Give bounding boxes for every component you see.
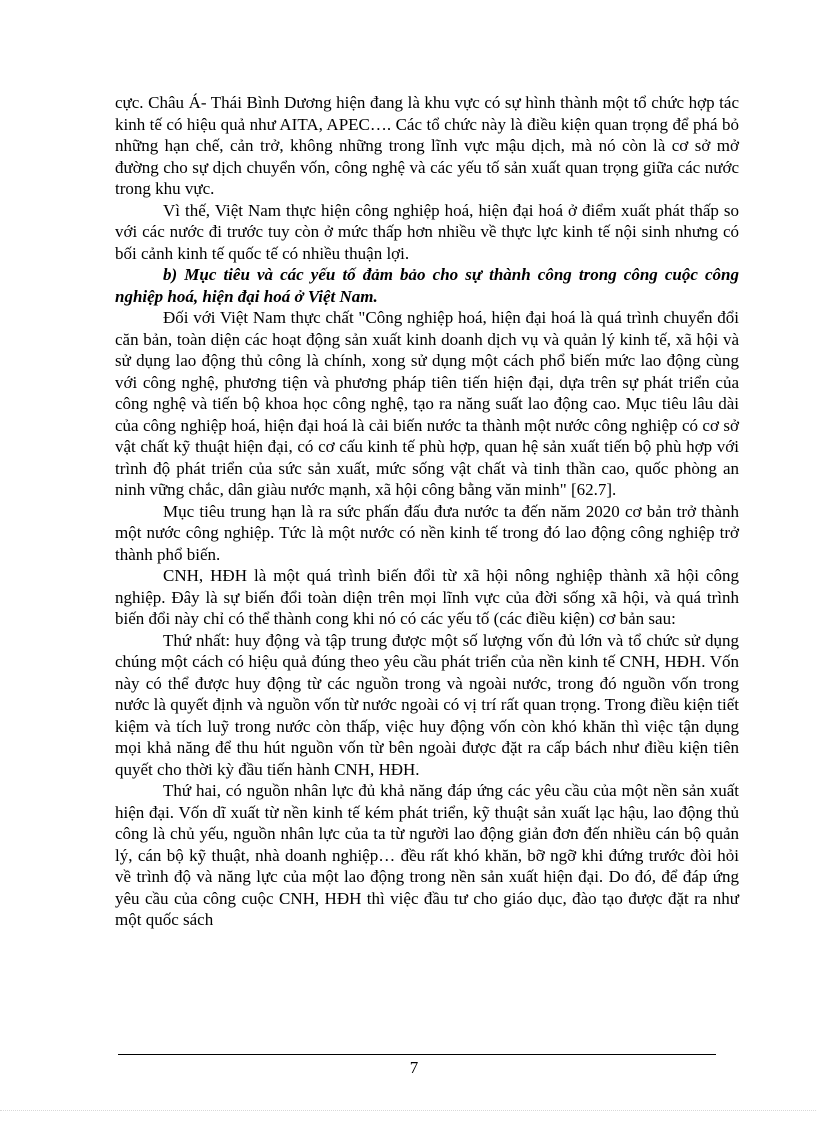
paragraph: Thứ nhất: huy động và tập trung được một số lượng vốn đủ lớn và tổ chức sử dụng chúng một cách có hiệu quả đúng theo yêu cầu phát triển của nền kinh tế CNH, HĐH. Vốn này có thể được huy động từ các nguồn trong và ngoài nước, trong đó nguồn vốn trong nước là quyết định và nguồn vốn từ nước ngoài có vị trí rất quan trọng. Trong điều kiện tiết kiệm và tích luỹ trong nước còn thấp, việc huy động vốn còn khó khăn thì việc tận dụng mọi khả năng để thu hút nguồn vốn từ bên ngoài được đặt ra cấp bách như điều kiện tiên quyết cho thời kỳ đầu tiến hành CNH, HĐH.: [115, 630, 739, 779]
section-heading: b) Mục tiêu và các yếu tố đảm bảo cho sự thành công trong công cuộc công nghiệp hoá, hiện đại hoá ở Việt Nam.: [115, 265, 739, 306]
paragraph: CNH, HĐH là một quá trình biến đổi từ xã hội nông nghiệp thành xã hội công nghiệp. Đây là sự biến đổi toàn diện trên mọi lĩnh vực của đời sống xã hội, và quá trình biến đổi này chỉ có thể thành cong khi nó có các yếu tố (các điều kiện) cơ bản sau:: [115, 566, 739, 628]
page-number: 7: [409, 1058, 419, 1077]
paragraph: Mục tiêu trung hạn là ra sức phấn đấu đưa nước ta đến năm 2020 cơ bản trở thành một nước công nghiệp. Tức là một nước có nền kinh tế trong đó lao động công nghiệp trở thành phổ biến.: [115, 501, 739, 564]
footer-divider: [118, 1054, 716, 1055]
paragraph: Vì thế, Việt Nam thực hiện công nghiệp hoá, hiện đại hoá ở điểm xuất phát thấp so với các nước đi trước tuy còn ở mức thấp hơn nhiều về thực lực kinh tế nội sinh nhưng có bối cảnh kinh tế quốc tế có nhiều thuận lợi.: [115, 200, 739, 263]
paragraph: Đối với Việt Nam thực chất "Công nghiệp hoá, hiện đại hoá là quá trình chuyển đổi căn bản, toàn diện các hoạt động sản xuất kinh doanh dịch vụ và quản lý kinh tế, xã hội và sử dụng lao động thủ công là chính, xong sử dụng một cách phổ biến mức lao động cùng với công nghệ, phương tiện và phương pháp tiên tiến hiện đại, dựa trên sự phát triển của công nghệ và tiến bộ khoa học công nghệ, tạo ra năng suất lao động cao. Mục tiêu lâu dài của công nghiệp hoá, hiện đại hoá là cải biến nước ta thành một nước công nghiệp có cơ sở vật chất kỹ thuật hiện đại, có cơ cấu kinh tế phù hợp, quan hệ sản xuất tiến bộ phù hợp với trình độ phát triển của sức sản xuất, mức sống vật chất và tinh thần cao, quốc phòng an ninh vững chắc, dân giàu nước mạnh, xã hội công bằng văn minh" [62.7].: [115, 308, 739, 499]
paragraph: cực. Châu Á- Thái Bình Dương hiện đang là khu vực có sự hình thành một tổ chức hợp tác kinh tế có hiệu quả như AITA, APEC…. Các tổ chức này là điều kiện quan trọng để phá bỏ những hạn chế, cản trở, không những trong lĩnh vực mậu dịch, mà nó còn là cơ sở mở đường cho sự dịch chuyển vốn, công nghệ và các yếu tố sản xuất quan trọng giữa các nước trong khu vực.: [115, 93, 739, 198]
page-bottom-border: [0, 1110, 816, 1111]
paragraph: Thứ hai, có nguồn nhân lực đủ khả năng đáp ứng các yêu cầu của một nền sản xuất hiện đại. Vốn dĩ xuất từ nền kinh tế kém phát triển, kỹ thuật sản xuất lạc hậu, lao động thủ công là chủ yếu, nguồn nhân lực của ta từ người lao động giản đơn đến nhiều cán bộ quản lý, cán bộ kỹ thuật, nhà doanh nghiệp… đều rất khó khăn, bỡ ngỡ khi đứng trước đòi hỏi về trình độ và năng lực của một lao động trong nền sản xuất hiện đại. Do đó, để đáp ứng yêu cầu của công cuộc CNH, HĐH thì việc đầu tư cho giáo dục, đào tạo được đặt ra như một quốc sách: [115, 781, 739, 929]
document-body: [115, 92, 739, 931]
